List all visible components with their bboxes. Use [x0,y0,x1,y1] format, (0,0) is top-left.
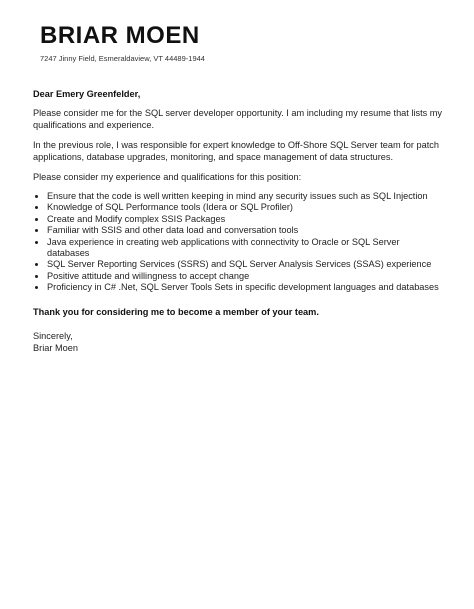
list-item: • Ensure that the code is well written keeping in mind any security issues such as SQL Injection [47,191,443,202]
list-item: • SQL Server Reporting Services (SSRS) and SQL Server Analysis Services (SSAS) experience [47,259,443,270]
list-item: • Knowledge of SQL Performance tools (Idera or SQL Profiler) [47,202,443,213]
applicant-address: 7247 Jinny Field, Esmeraldaview, VT 44489-1944 [40,54,205,63]
letter-body [33,88,443,354]
applicant-name: BRIAR MOEN [40,22,200,49]
list-item: • Java experience in creating web applications with connectivity to Oracle or SQL Server databases [47,237,443,260]
list-item: • Create and Modify complex SSIS Packages [47,214,443,225]
closing-line: Thank you for considering me to become a member of your team. [33,306,319,317]
qualifications-list [33,191,443,294]
list-item: • Positive attitude and willingness to accept change [47,271,443,282]
list-item: • Proficiency in C# .Net, SQL Server Tools Sets in specific development languages and databases [47,282,443,293]
experience-paragraph: In the previous role, I was responsible for expert knowledge to Off-Shore SQL Server team for patch applications, database upgrades, monitoring, and space management of data structures. [33,140,439,162]
signoff: Sincerely, [33,330,73,341]
letter-header [40,22,440,64]
list-item: • Familiar with SSIS and other data load and conversation tools [47,225,443,236]
signature-name: Briar Moen [33,342,78,353]
salutation: Dear Emery Greenfelder, [33,89,141,99]
intro-paragraph: Please consider me for the SQL server developer opportunity. I am including my resume that lists my qualifications and experience. [33,108,443,130]
qualifications-lead-in: Please consider my experience and qualifications for this position: [33,172,302,182]
